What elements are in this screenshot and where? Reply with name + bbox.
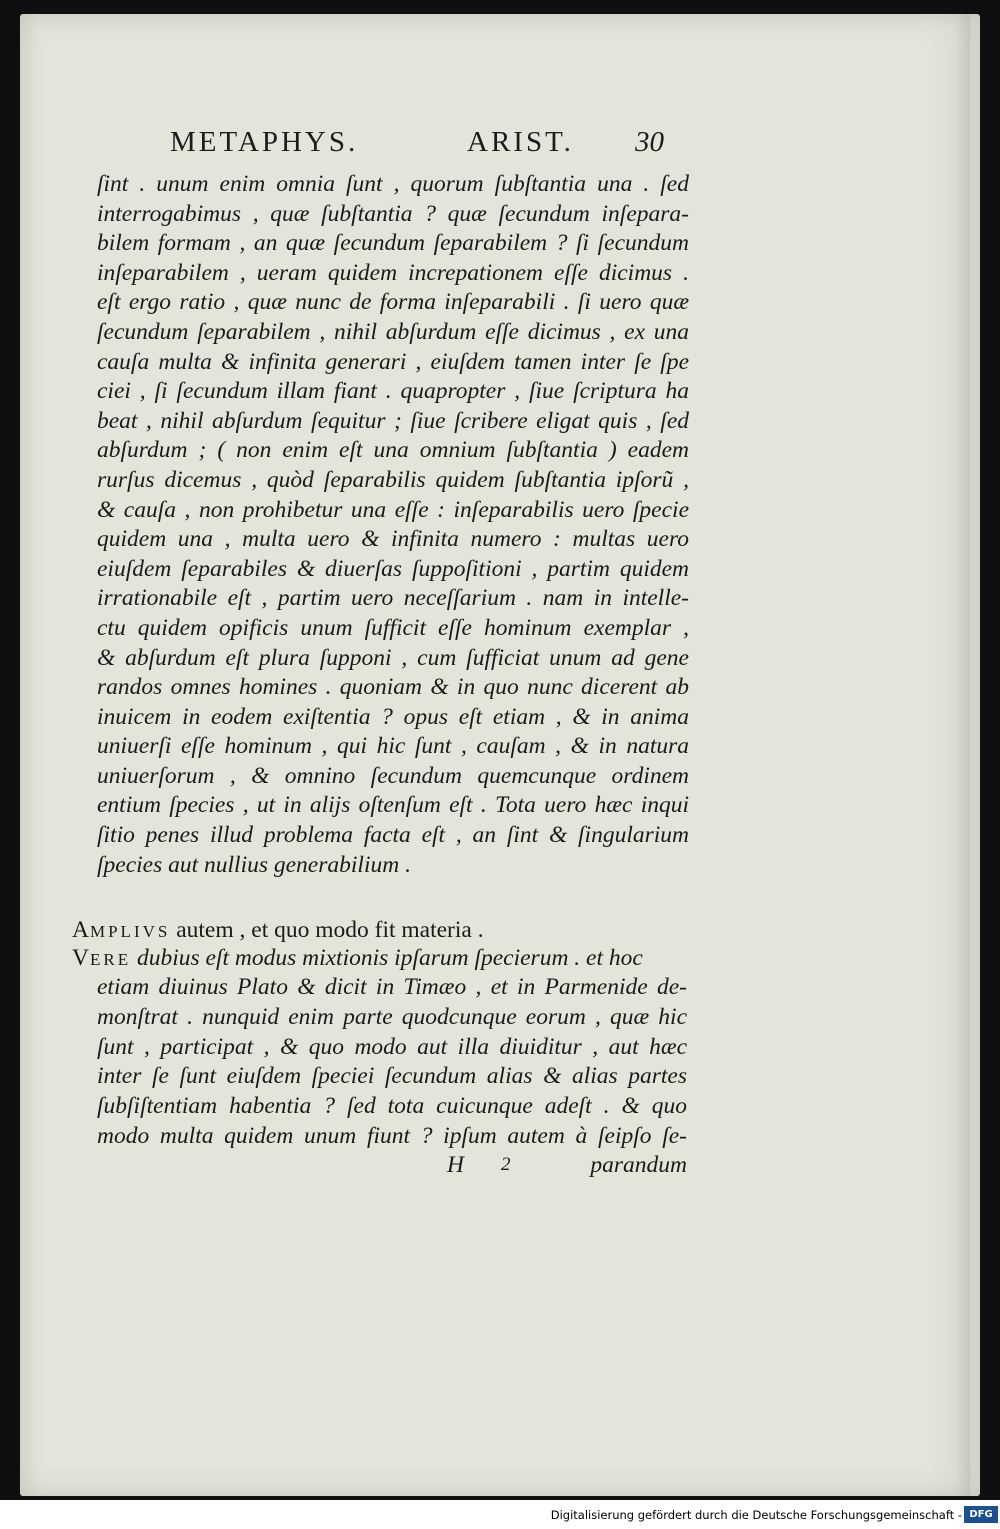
text-line: modo multa quidem unum fiunt ? ipſum autem à ſeipſo ſe- (97, 1122, 687, 1149)
text-line: etiam diuinus Plato & dicit in Timæo , et in Parmenide de- (97, 974, 687, 1000)
header-title-right: ARIST. (467, 126, 574, 158)
cap-rest: ERE (89, 950, 132, 969)
text-line: beat , nihil abſurdum ſequitur ; ſiue ſcribere eligat quis , ſed (97, 407, 689, 434)
text-line: rurſus dicemus , quòd ſeparabilis quidem ſubſtantia ipſorũ , (97, 466, 689, 493)
text-line: inſeparabilem , ueram quidem increpationem eſſe dicimus . (97, 259, 689, 286)
text-line: ctu quidem opificis unum ſufficit eſſe hominum exemplar , (97, 614, 689, 641)
page-number: 30 (635, 126, 664, 158)
text-line: cauſa multa & infinita generari , eiuſdem tamen inter ſe ſpe (97, 348, 689, 375)
cap-initial: V (72, 945, 90, 971)
text-line: eiuſdem ſeparabiles & diuerſas ſuppoſitioni , partim quidem (97, 555, 689, 582)
cap-initial: A (72, 917, 90, 943)
commentary-text (97, 973, 687, 1152)
commentary-first-line: dubius eſt modus mixtionis ipſarum ſpecierum . et hoc (131, 945, 643, 971)
text-line: interrogabimus , quæ ſubſtantia ? quæ ſecundum inſepara- (97, 200, 689, 227)
text-line: ſunt , participat , & quo modo aut illa diuiditur , aut hæc (97, 1033, 687, 1060)
text-line: & abſurdum eſt plura ſupponi , cum ſufficiat unum ad gene (97, 644, 689, 671)
text-line: abſurdum ; ( non enim eſt una omnium ſubſtantia ) eadem (97, 437, 689, 464)
text-line: & cauſa , non prohibetur una eſſe : inſeparabilis uero ſpecie (97, 496, 689, 523)
signature-number: 2 (501, 1154, 511, 1175)
heading-text: autem , et quo modo fit materia . (170, 917, 484, 943)
dfg-logo-icon: DFG (964, 1506, 998, 1523)
catchword: parandum (590, 1152, 687, 1178)
text-line: randos omnes homines . quoniam & in quo nunc dicerent ab (97, 674, 689, 701)
page-footer (97, 1150, 687, 1180)
text-line: inter ſe ſunt eiuſdem ſpeciei ſecundum alias & alias partes (97, 1063, 687, 1090)
text-line: ſubſiſtentiam habentia ? ſed tota cuicunque adeſt . & quo (97, 1093, 687, 1120)
section-heading-amplius (72, 915, 692, 945)
text-line: uniuerſi eſſe hominum , qui hic ſunt , cauſam , & in natura (97, 733, 689, 760)
text-line: bilem formam , an quæ ſecundum ſeparabilem ? ſi ſecundum (97, 230, 689, 257)
text-line: quidem una , multa uero & infinita numero : multas uero (97, 526, 689, 553)
text-line: entium ſpecies , ut in alijs oſtenſum eſt . Tota uero hæc inqui (97, 792, 689, 819)
signature-mark: H (447, 1152, 464, 1178)
text-line: eſt ergo ratio , quæ nunc de forma inſeparabili . ſi uero quæ (97, 289, 689, 316)
small-caps-lemma (72, 917, 170, 943)
text-line: ſpecies aut nullius generabilium . (97, 851, 411, 878)
body-text (97, 170, 689, 880)
small-caps-lemma (72, 945, 131, 971)
cap-rest: MPLIVS (89, 922, 171, 941)
commentary-start-vere (72, 943, 692, 973)
text-line: ſecundum ſeparabilem , nihil abſurdum eſſe dicimus , ex una (97, 318, 689, 345)
text-line: uniuerſorum , & omnino ſecundum quemcunque ordinem (97, 762, 689, 789)
digitization-credit: Digitalisierung gefördert durch die Deutsche Forschungsgemeinschaft - (550, 1508, 962, 1522)
header-title-left: METAPHYS. (170, 126, 359, 158)
text-line: ſitio penes illud problema facta eſt , an ſint & ſingularium (97, 822, 689, 849)
text-line: ciei , ſi ſecundum illam fiant . quapropter , ſiue ſcriptura ha (97, 378, 689, 405)
text-line: ſint . unum enim omnia ſunt , quorum ſubſtantia una . ſed (97, 171, 689, 197)
text-line: inuicem in eodem exiſtentia ? opus eſt etiam , & in anima (97, 703, 689, 730)
text-line: irrationabile eſt , partim uero neceſſarium . nam in intelle- (97, 585, 689, 612)
text-line: monſtrat . nunquid enim parte quodcunque eorum , quæ hic (97, 1003, 687, 1030)
